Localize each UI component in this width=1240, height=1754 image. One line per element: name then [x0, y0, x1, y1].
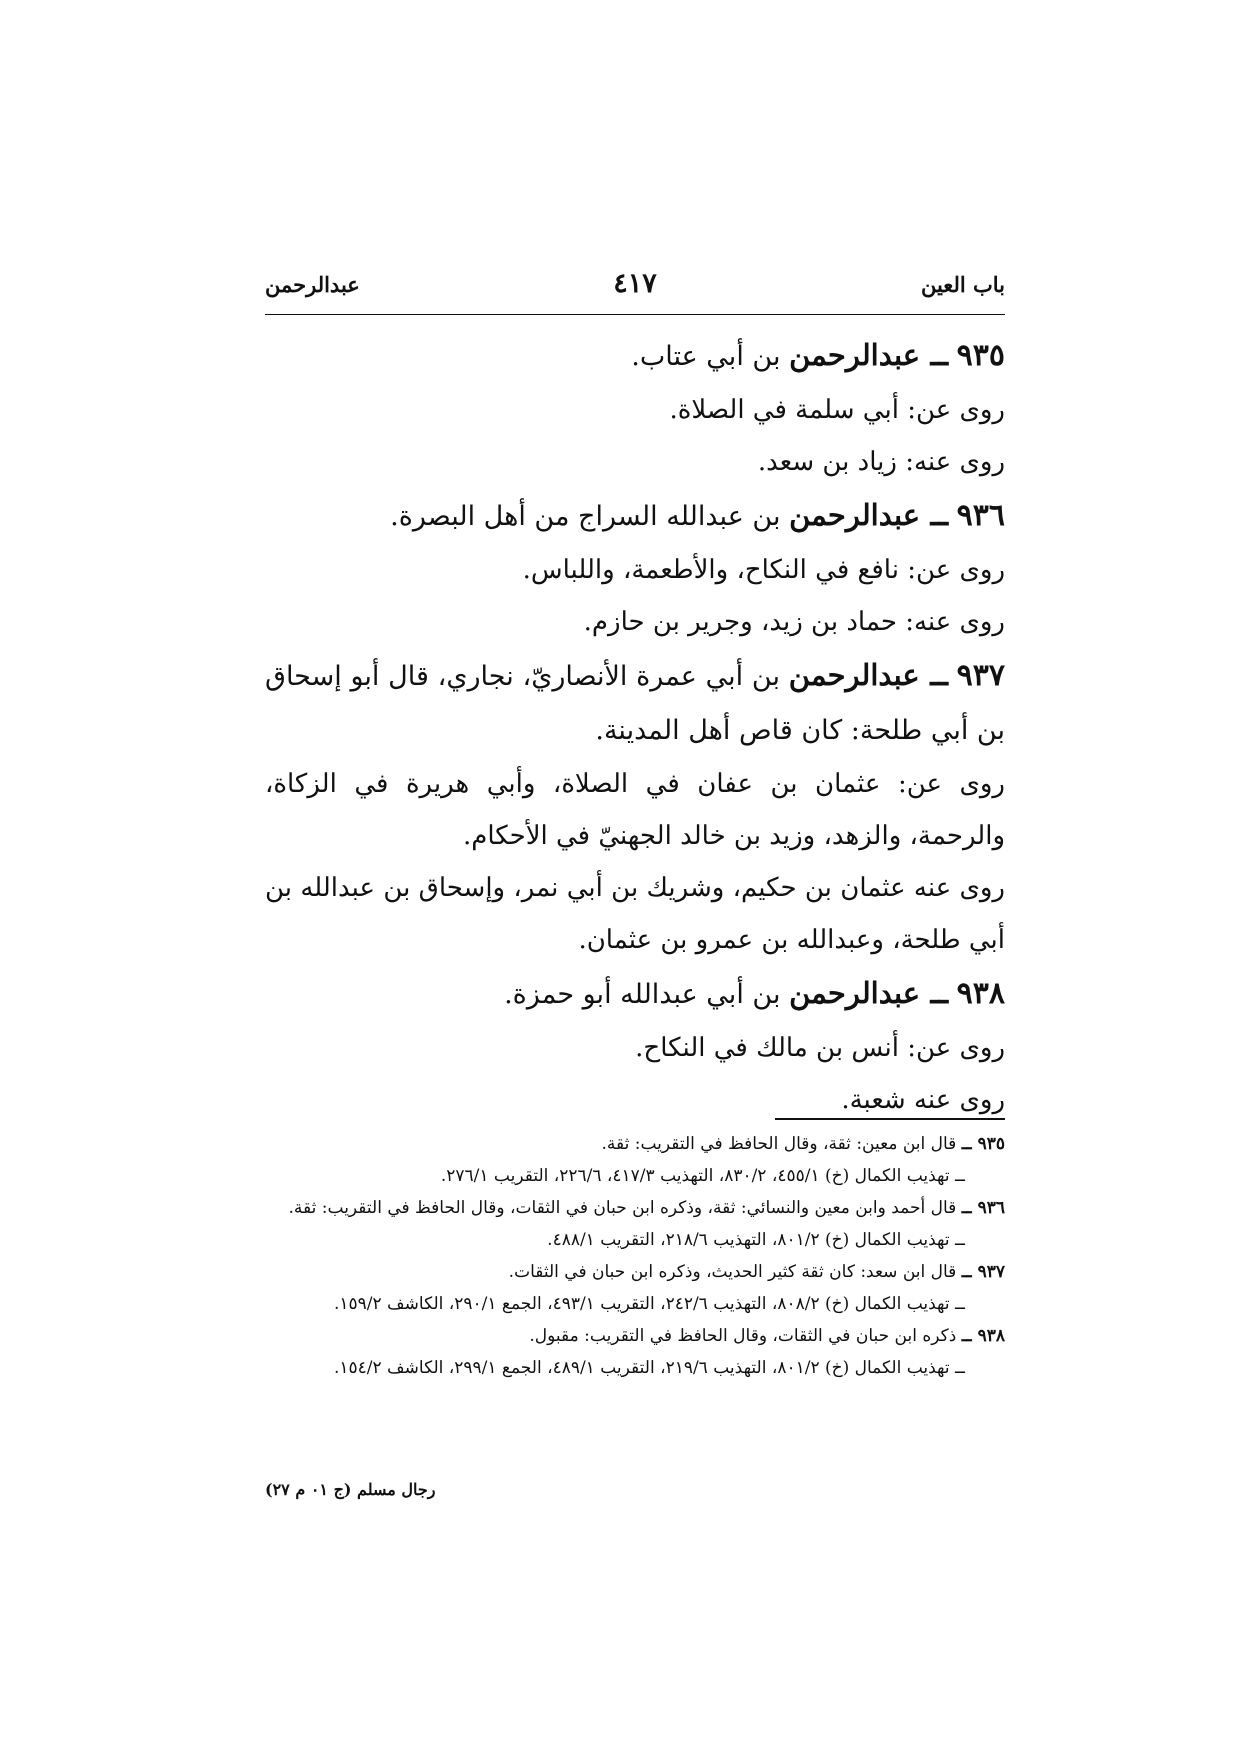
footnote-936 — [255, 1192, 1005, 1256]
entry-number: ٩٣٨ — [956, 976, 1005, 1011]
entry-name: عبدالرحمن — [789, 498, 921, 532]
footnote-number: ٩٣٨ ــ — [961, 1326, 1005, 1346]
narrated-from: روى عن: أبي سلمة في الصلاة. — [669, 395, 1005, 425]
footnote-text — [255, 1192, 1005, 1224]
footnote-divider — [775, 1118, 1005, 1120]
footnote-number: ٩٣٦ ــ — [961, 1198, 1005, 1218]
page-number: ٤١٧ — [613, 268, 657, 299]
footnote-number: ٩٣٧ ــ — [961, 1262, 1005, 1282]
entry-heading: ٩٣٥ ــ عبدالرحمن بن أبي عتاب. — [631, 338, 1005, 373]
running-title: عبدالرحمن — [265, 272, 360, 297]
main-text — [265, 328, 1005, 1126]
footnote-text — [255, 1320, 1005, 1352]
footnote-body: قال ابن معين: ثقة، وقال الحافظ في التقريب: ثقة. — [601, 1134, 957, 1154]
entry-heading: ٩٣٧ ــ عبدالرحمن بن أبي عمرة الأنصاريّ، نجاري، قال أبو إسحاق بن أبي طلحة: كان قاص أهل المدينة. — [265, 658, 1005, 746]
footnotes — [255, 1128, 1005, 1384]
footnote-935 — [255, 1128, 1005, 1192]
footnote-sources: ــ تهذيب الكمال (خ) ٨٠١/٢، التهذيب ٢١٨/٦، التقريب ٤٨٨/١. — [547, 1230, 965, 1250]
footnote-text — [255, 1256, 1005, 1288]
narrated-by: روى عنه: زياد بن سعد. — [757, 447, 1005, 477]
footnote-body: قال ابن سعد: كان ثقة كثير الحديث، وذكره ابن حبان في الثقات. — [508, 1262, 957, 1282]
narrated-from: روى عن: نافع في النكاح، والأطعمة، واللباس. — [522, 555, 1005, 585]
footnote-sources: ــ تهذيب الكمال (خ) ٨٠١/٢، التهذيب ٢١٩/٦، التقريب ٤٨٩/١، الجمع ٢٩٩/١، الكاشف ١٥٤/٢. — [333, 1358, 965, 1378]
narrated-from: روى عن: أنس بن مالك في النكاح. — [635, 1033, 1005, 1063]
entry-description: بن أبي عتاب. — [631, 341, 781, 372]
entry-name: عبدالرحمن — [789, 338, 921, 372]
entry-description: بن عبدالله السراج من أهل البصرة. — [390, 501, 781, 532]
narrated-by: روى عنه شعبة. — [841, 1085, 1005, 1115]
entry-heading: ٩٣٨ ــ عبدالرحمن بن أبي عبدالله أبو حمزة. — [504, 976, 1005, 1011]
entry-number: ٩٣٧ — [956, 658, 1005, 693]
header-divider — [265, 314, 1005, 315]
chapter-title: باب العين — [920, 272, 1005, 297]
footnote-938 — [255, 1320, 1005, 1384]
footnote-number: ٩٣٥ ــ — [961, 1134, 1005, 1154]
footnote-text — [255, 1128, 1005, 1160]
entry-938 — [265, 966, 1005, 1126]
narrated-by: روى عنه: حماد بن زيد، وجرير بن حازم. — [583, 607, 1005, 637]
narrated-from: روى عن: عثمان بن عفان في الصلاة، وأبي هريرة في الزكاة، والرحمة، والزهد، وزيد بن خالد الجهنيّ في الأحكام. — [265, 769, 1005, 851]
narrated-by: روى عنه عثمان بن حكيم، وشريك بن أبي نمر، وإسحاق بن عبدالله بن أبي طلحة، وعبدالله بن عمرو بن عثمان. — [265, 873, 1005, 955]
entry-number: ٩٣٥ — [956, 338, 1005, 373]
entry-name: عبدالرحمن — [789, 976, 921, 1010]
entry-937 — [265, 648, 1005, 966]
page-header — [265, 268, 1005, 308]
footnote-sources: ــ تهذيب الكمال (خ) ٤٥٥/١، ٨٣٠/٢، التهذيب ٤١٧/٣، ٢٢٦/٦، التقريب ٢٧٦/١. — [440, 1166, 965, 1186]
footnote-sources: ــ تهذيب الكمال (خ) ٨٠٨/٢، التهذيب ٢٤٢/٦، التقريب ٤٩٣/١، الجمع ٢٩٠/١، الكاشف ١٥٩/٢. — [333, 1294, 965, 1314]
entry-935 — [265, 328, 1005, 488]
footnote-body: ذكره ابن حبان في الثقات، وقال الحافظ في التقريب: مقبول. — [529, 1326, 957, 1346]
entry-number: ٩٣٦ — [956, 498, 1005, 533]
footnote-937 — [255, 1256, 1005, 1320]
entry-heading: ٩٣٦ ــ عبدالرحمن بن عبدالله السراج من أهل البصرة. — [390, 498, 1005, 533]
entry-name: عبدالرحمن — [788, 658, 920, 692]
printer-signature: رجال مسلم (ج ٠١ م ٢٧) — [265, 1480, 436, 1499]
entry-936 — [265, 488, 1005, 648]
entry-description: بن أبي عمرة الأنصاريّ، نجاري، قال أبو إسحاق بن أبي طلحة: كان قاص أهل المدينة. — [265, 661, 1005, 746]
footnote-body: قال أحمد وابن معين والنسائي: ثقة، وذكره ابن حبان في الثقات، وقال الحافظ في التقريب: ثقة. — [288, 1198, 957, 1218]
entry-description: بن أبي عبدالله أبو حمزة. — [504, 979, 781, 1010]
